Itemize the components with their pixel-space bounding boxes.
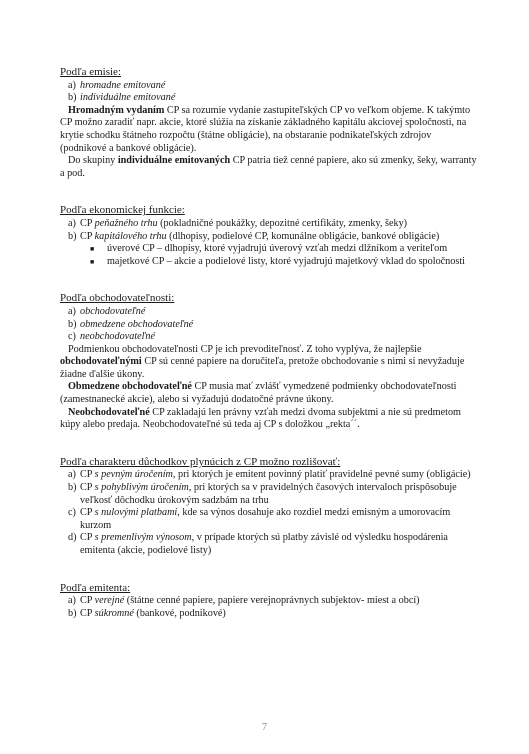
sub-list-item: ■ majetkové CP – akcie a podielové listy, ktoré vyjadrujú majetkový vklad do spoločnosti [90,255,465,267]
section-heading: Podľa emisie: [60,66,121,78]
bullet-icon: ■ [90,245,95,254]
list-item: a) hromadne emitované [68,79,166,91]
section-ekonomicka-funkcia [60,204,480,268]
list-item: d) CP s premenlivým výnosom, v prípade ktorých sú platby závislé od výsledku hospodárenia emitenta (akcie, podielové listy) [68,532,448,556]
emitent-list [60,595,480,620]
section-emitent [60,582,480,621]
list-item: a) CP verejné (štátne cenné papiere, papiere verejnoprávnych subjektov- miest a obcí) [68,595,420,607]
sub-list [60,243,480,268]
list-item: b) obmedzene obchodovateľné [68,318,194,330]
section-heading: Podľa obchodovateľnosti: [60,292,175,305]
list-item: a) obchodovateľné [68,305,146,317]
section-emisia [60,66,480,180]
section-heading: Podľa emitenta: [60,581,131,594]
page-content [60,66,480,644]
section-obchodovatelnost [60,292,480,432]
paragraph: Obmedzene obchodovateľné CP musia mať zvlášť vymedzené podmienky obchodovateľnosti (zamestnanecké akcie), alebo si vyžadujú dodatočné právne úkony. [60,381,457,406]
paragraph: Neobchodovateľné CP zakladajú len právny vzťah medzi dvoma subjektmi a nie sú predmetom kúpy alebo predaja. Neobchodovateľné sú teda aj CP s doložkou „rekta´´. [60,406,461,431]
list-item: a) CP peňažného trhu (pokladničné poukážky, depozitné certifikáty, zmenky, šeky) [68,217,408,229]
paragraph: Podmienkou obchodovateľnosti CP je ich prevoditeľnosť. Z toho vyplýva, že najlepšie obchodovateľnými CP sú cenné papiere na doručiteľa, pretože obchodovanie s nimi si nevyžaduje žiadne ďalšie úkony. [60,343,465,380]
paragraph: Do skupiny individuálne emitovaných CP patria tiež cenné papiere, ako sú zmenky, šeky, warranty a pod. [60,155,477,179]
list-item: a) CP s pevným úročením, pri ktorých je emitent povinný platiť pravidelné pevné sumy (obligácie) [68,469,471,481]
emisia-list [60,80,480,105]
list-item: b) CP s pohyblivým úročením, pri ktorých sa v pravidelných časových intervaloch prispôsobuje veľkosť dôchodku úrokovým sadzbám na trhu [68,482,457,506]
list-item: c) neobchodovateľné [68,331,155,343]
list-item: b) individuálne emitované [68,92,176,104]
list-item: b) CP súkromné (bankové, podnikové) [68,607,226,619]
section-charakter-duchodkov [60,456,480,558]
obchod-list [60,306,480,344]
list-item: c) CP s nulovými platbami, kde sa výnos dosahuje ako rozdiel medzi emisným a umorovacím kurzom [68,507,451,531]
ekonomicka-list [60,218,480,268]
sub-list-item: ■ úverové CP – dlhopisy, ktoré vyjadrujú úverový vzťah medzi dlžníkom a veriteľom [90,243,448,255]
list-item: b) CP kapitálového trhu (dlhopisy, podielové CP, komunálne obligácie, bankové obligácie) ■ úverové CP – dlhopisy, ktoré vyjadrujú úverový vzťah medzi dlžníkom a veriteľom ■ majetkové CP – akcie a podielové listy, ktoré vyjadrujú majetkový vklad do spoločnosti [60,231,480,269]
page-number: 7 [262,722,267,733]
charakter-list [60,469,480,557]
section-heading: Podľa ekonomickej funkcie: [60,204,185,217]
section-heading: Podľa charakteru důchodkov plynúcich z CP možno rozlišovať: [60,455,341,468]
bullet-icon: ■ [90,257,95,266]
paragraph: Hromadným vydaním CP sa rozumie vydanie zastupiteľských CP vo veľkom objeme. K takýmto CP možno zaradiť napr. akcie, ktoré slúžia na získanie základného kapitálu akciovej spoločnosti, na krytie schodku štátneho rozpočtu (štátne obligácie), na obstaranie podnikateľských zdrojov (podnikové a bankové obligácie). [60,104,471,154]
